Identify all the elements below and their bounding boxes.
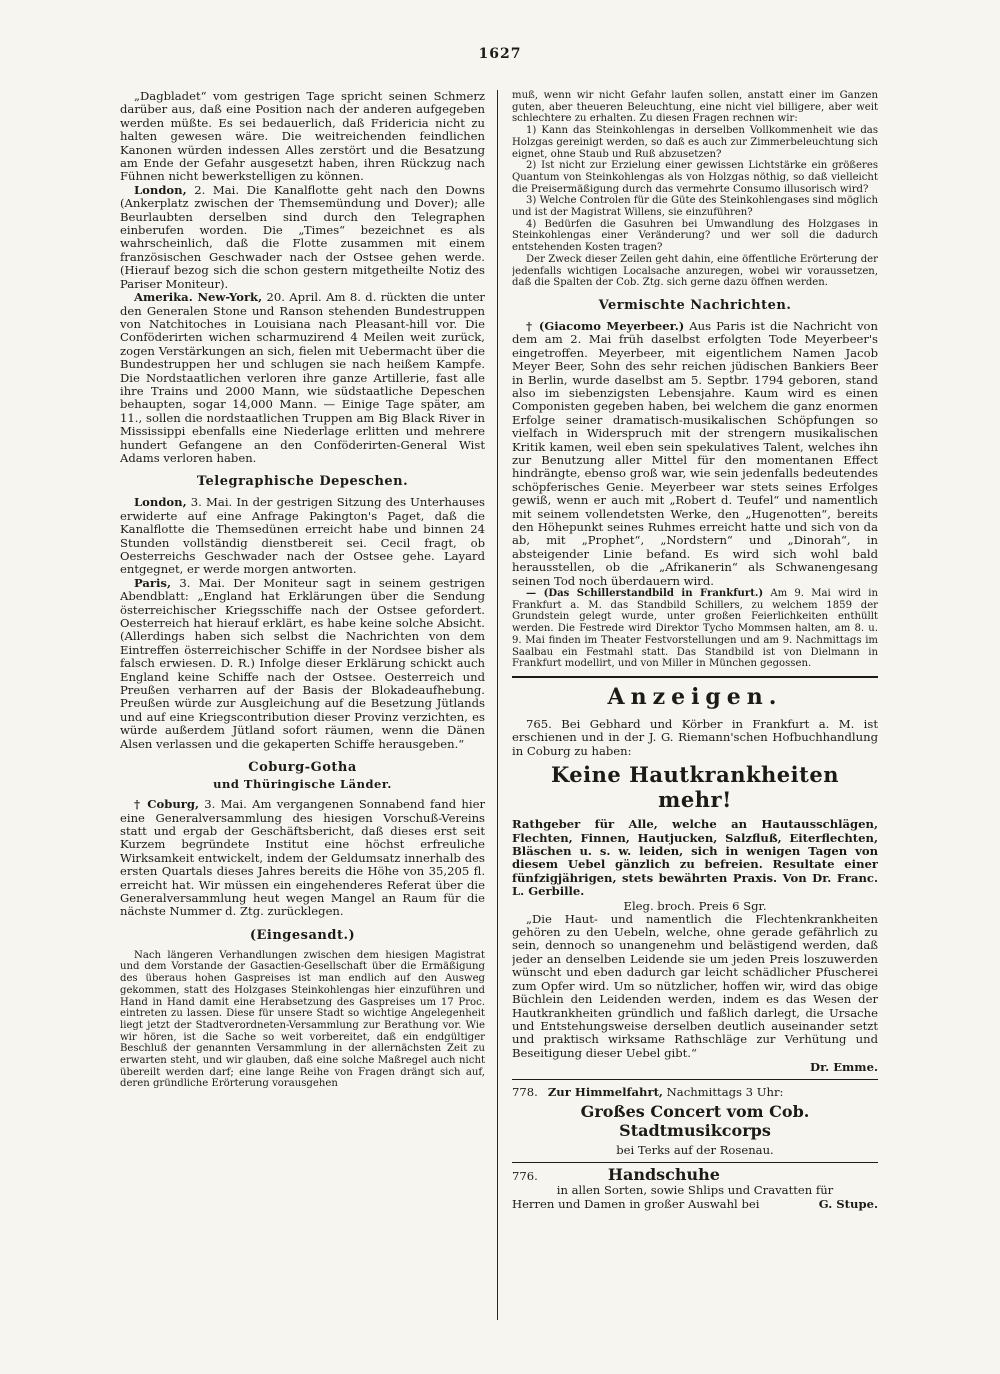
heading-anzeigen: Anzeigen. [607,684,783,710]
ad-765-quote: „Die Haut- und namentlich die Flechtenkrankheiten gehören zu den Uebeln, welche, ohne gerade gefährlich zu sein, dennoch so unangenehm und belästigend werden, daß jeder an denselben Leidende sie um jeden Preis loszuwerden wünscht und eben dadurch gar leicht schädlicher Pfuscherei zum Opfer wird. Um so nützlicher, hoffen wir, wird das obige Büchlein den Leidenden werden, indem es das Wesen der Hautkrankheiten gründlich und faßlich darlegt, die Ursache und Entstehungsweise derselben deutlich auseinander setzt und praktisch wirksame Rathschläge zur Verhütung und Beseitigung dieser Uebel gibt.“ [512,911,878,1060]
ad-778-head: Zur Himmelfahrt, [547,1085,663,1100]
rule-anzeigen-top [512,676,878,678]
schiller-block [512,588,878,670]
heading-telegraph: Telegraphische Depeschen. [196,474,409,490]
column-divider [497,90,498,1320]
dateline: † (Giacomo Meyerbeer.) [526,318,685,333]
article-america [120,291,485,465]
dateline: Paris, [134,575,171,590]
dateline: † Coburg, [134,797,200,812]
article-text: 3. Mai. Am vergangenen Sonnabend fand hier eine Generalversammlung des hiesigen Vorschuß-Vereins statt und ergab der Geschäftsbericht, daß dieses erst seit Kurzem begründete Institut eine höchst erfreuliche Wirksamkeit entwickelt, indem der Geldumsatz innerhalb des ersten Quartals dieses Jahres bereits die Höhe von 35,205 fl. erreicht hat. Wir müssen ein eingehenderes Referat über die Generalversammlung heut wegen Mangel an Raum für die nächste Nummer d. Ztg. zurücklegen. [120,797,485,919]
dateline: — (Das Schillerstandbild in Frankfurt.) [526,588,764,600]
rule-ad-776 [512,1162,878,1163]
question-1: 1) Kann das Steinkohlengas in derselben Vollkommenheit wie das Holzgas gereinigt werden, so daß es auch zur Zimmerbeleuchtung sich eignet, ohne Staub und Ruß abzusetzen? [512,125,878,160]
ad-765-title: Keine Hautkrankheiten mehr! [551,762,839,813]
letter-continuation: muß, wenn wir nicht Gefahr laufen sollen, anstatt einer im Ganzen guten, aber theueren Beleuchtung, eine nicht viel billigere, aber weit schlechtere zu erhalten. Zu diesen Fragen rechnen wir: [512,90,878,125]
article-text: 3. Mai. Der Moniteur sagt in seinem gestrigen Abendblatt: „England hat Erklärungen über die Sendung österreichischer Kriegsschiffe nach der Ostsee gefordert. Oesterreich hat hierauf erklärt, es habe keine solche Absicht. (Allerdings haben sich selbst die Nachrichten von dem Eintreffen österreichischer Schiffe in der Nordsee bisher als falsch erwiesen. D. R.) Infolge dieser Erklärung schickt auch England keine Schiffe nach der Ostsee. Oesterreich und Preußen verharren auf der Basis der Blokadeaufhebung. Preußen würde zur Ausgleichung auf die Besetzung Jütlands und auf eine Kriegscontribution dieser Provinz verzichten, es würde außerdem Jütland sofort räumen, wenn die Dänen Alsen verlassen und die gekaperten Schiffe herausgeben.“ [120,575,485,751]
right-column [512,90,878,1352]
question-3: 3) Welche Controlen für die Güte des Steinkohlengases sind möglich und ist der Magistrat Willens, sie einzuführen? [512,195,878,219]
article-text: Aus Paris ist die Nachricht von dem am 2. Mai früh daselbst erfolgten Tode Meyerbeer's eingetroffen. Meyerbeer, mit eigentlichem Namen Jacob Meyer Beer, Sohn des sehr reichen jüdischen Bankiers Beer in Berlin, wurde daselbst am 5. Septbr. 1794 geboren, stand also im siebenzigsten Lebensjahre. Kaum wird es einen Componisten gegeben haben, bei welchem die ganz enormen Erfolge seiner dramatisch-musikalischen Schöpfungen so vielfach in Widerspruch mit der strengern musikalischen Kritik kamen, weil eben sein spekulatives Talent, welches ihn zur Benutzung aller Mittel für den momentanen Effect hindrängte, ebenso groß war, wie sein jedenfalls bedeutendes schöpferisches Genie. Meyerbeer war stets seines Erfolges gewiß, wenn er auch mit „Robert d. Teufel“ und namentlich mit seinem vollendetsten Werke, den „Hugenotten“, bereits den Höhepunkt seines Ruhmes erreicht hatte und sich von da ab, mit „Prophet“, „Nordstern“ und „Dinorah“, in absteigender Linie befand. Es wird sich wohl bald herausstellen, ob die „Afrikanerin“ als Schwanengesang seinen Tod noch überdauern wird. [512,318,878,588]
article-meyerbeer [512,320,878,588]
ad-778-headline [512,1085,878,1099]
letter-gas: Nach längeren Verhandlungen zwischen dem hiesigen Magistrat und dem Vorstande der Gasactien-Gesellschaft über die Ermäßigung des überaus hohen Gaspreises ist man endlich auf den Ausweg gekommen, statt des Holzgases Steinkohlengas hier einzuführen und Hand in Hand damit eine Herabsetzung des Gaspreises um 17 Proc. eintreten zu lassen. Diese für unsere Stadt so wichtige Angelegenheit liegt jetzt der Stadtverordneten-Versammlung zur Berathung vor. Wie wir hören, ist die Sache so weit vorbereitet, daß ein endgültiger Beschluß der genannten Versammlung in der allernächsten Zeit zu erwarten steht, und wir glauben, daß eine solche Maßregel auch nicht übereilt werden darf; eine lange Reihe von Fragen drängt sich auf, deren gründliche Erörterung vorausgehen [120,949,485,1090]
dispatch-paris [120,577,485,751]
ad-765-price: Eleg. broch. Preis 6 Sgr. [623,898,767,913]
ad-778-title: Großes Concert vom Cob. Stadtmusikcorps [580,1102,810,1141]
dateline: London, [134,495,187,510]
article-coburg [120,798,485,919]
question-4: 4) Bedürfen die Gasuhren bei Umwandlung des Holzgases in Steinkohlengas einer Veränderung? und wer soll die dadurch entstehenden Kosten tragen? [512,218,878,254]
rule-ad-778 [512,1079,878,1080]
heading-eingesandt: (Eingesandt.) [249,927,356,943]
heading-coburg-sub: und Thüringische Länder. [213,777,392,792]
ad-778-time: Nachmittags 3 Uhr: [662,1085,784,1100]
ad-number: 778. [512,1085,538,1100]
dispatch-london [120,496,485,576]
dateline: London, [134,182,187,197]
ad-776-headline [512,1165,878,1185]
dateline: Amerika. New-York, [134,290,263,305]
question-2: 2) Ist nicht zur Erzielung einer gewissen Lichtstärke ein größeres Quantum von Steinkohlengas als von Holzgas nöthig, so daß vielleicht die Preisermäßigung durch das vermehrte Consumo illusorisch wird? [512,160,878,195]
ad-776-signature: G. Stupe. [818,1197,878,1212]
article-text: 2. Mai. Die Kanalflotte geht nach den Downs (Ankerplatz zwischen der Themsemündung und Dover); alle Beurlaubten derselben sind durch den Telegraphen einberufen worden. Die „Times“ bezeichnet es als wahrscheinlich, daß die Flotte zusammen mit einem französischen Geschwader nach der Ostsee gehen werde. (Hierauf bezog sich die schon gestern mitgetheilte Notiz des Pariser Moniteur). [120,182,485,291]
article-schiller [512,588,878,670]
ad-765-body: Rathgeber für Alle, welche an Hautausschlägen, Flechten, Finnen, Hautjucken, Salzfluß, Eiterflechten, Bläschen u. s. w. leiden, sich in wenigen Tagen von diesem Uebel gänzlich zu befreien. Resultate einer fünfzigjährigen, stets bewährten Praxis. Von Dr. Franc. L. Gerbille. [512,817,878,899]
letter-gas-continued [512,90,878,289]
ad-776-line1: in allen Sorten, sowie Shlips und Cravatten für [556,1183,834,1198]
article-text: Am 9. Mai wird in Frankfurt a. M. das Standbild Schillers, zu welchem 1859 der Grundstein gelegt wurde, unter großen Feierlichkeiten enthüllt werden. Die Festrede wird Direktor Tycho Mommsen halten, am 8. u. 9. Mai finden im Theater Festvorstellungen und am 9. Nachmittags im Saalbau ein Festmahl statt. Das Standbild ist von Dielmann in Frankfurt modellirt, und von Miller in München gegossen. [512,588,878,670]
heading-vermischte: Vermischte Nachrichten. [598,297,792,313]
article-dagbladet: „Dagbladet“ vom gestrigen Tage spricht seinen Schmerz darüber aus, daß eine Position nach der anderen aufgegeben werden müßte. Es sei bedauerlich, daß Fridericia nicht zu halten gewesen wäre. Die weitreichenden feindlichen Kanonen würden indessen Alles zerstört und die Besatzung am Ende der Gefahr ausgesetzt haben, ihren Rückzug nach Fühnen nicht bewerkstelligen zu können. [120,90,485,184]
letter-closing: Der Zweck dieser Zeilen geht dahin, eine öffentliche Erörterung der jedenfalls wichtigen Localsache anzuregen, wobei wir voraussetzen, daß die Spalten der Cob. Ztg. sich gerne dazu öffnen werden. [512,253,878,289]
left-column [120,90,485,1352]
article-text: 20. April. Am 8. d. rückten die unter den Generalen Stone und Ranson stehenden Bundestruppen von Natchitoches in Louisiana nach Pleasant-hill vor. Die Conföderirten wichen scharmuzirend 4 Meilen weit zurück, zogen Verstärkungen an sich, fielen mit Uebermacht über die Bundestruppen her und schlugen sie nach heißem Kampfe. Die Nordstaatlichen verloren ihre ganze Artillerie, fast alle ihre Trains und 2000 Mann, wie südstaatliche Depeschen behaupten, sogar 14,000 Mann. — Einige Tage später, am 11., sollen die nordstaatlichen Truppen am Big Black River in Mississippi ebenfalls eine Niederlage erlitten und mehrere hundert Gefangene an den Conföderirten-General Wist Adams verloren haben. [120,290,485,465]
ad-765-intro: 765. Bei Gebhard und Körber in Frankfurt a. M. ist erschienen und in der J. G. Riemann'schen Hofbuchhandlung in Coburg zu haben: [512,717,878,758]
ad-776-line2 [512,1197,878,1211]
ad-765-signature: Dr. Emme. [810,1060,878,1075]
ad-776-title: Handschuhe [607,1165,720,1185]
ad-776-line2-text: Herren und Damen in großer Auswahl bei [512,1197,760,1212]
heading-coburg: Coburg-Gotha [248,760,357,776]
letter-gas-block [120,950,485,1090]
ad-778-place: bei Terks auf der Rosenau. [616,1143,774,1158]
ad-number: 776. [512,1169,538,1184]
article-text: 3. Mai. In der gestrigen Sitzung des Unterhauses erwiderte auf eine Anfrage Pakington's Paget, daß die Kanalflotte die Themsedünen erreicht habe und binnen 24 Stunden vollständig dienstbereit sei. Cecil fragt, ob Oesterreichs Geschwader nach der Ostsee gehe. Layard entgegnet, er werde morgen antworten. [120,495,485,577]
article-london-fleet [120,184,485,291]
page-number: 1627 [478,46,522,62]
